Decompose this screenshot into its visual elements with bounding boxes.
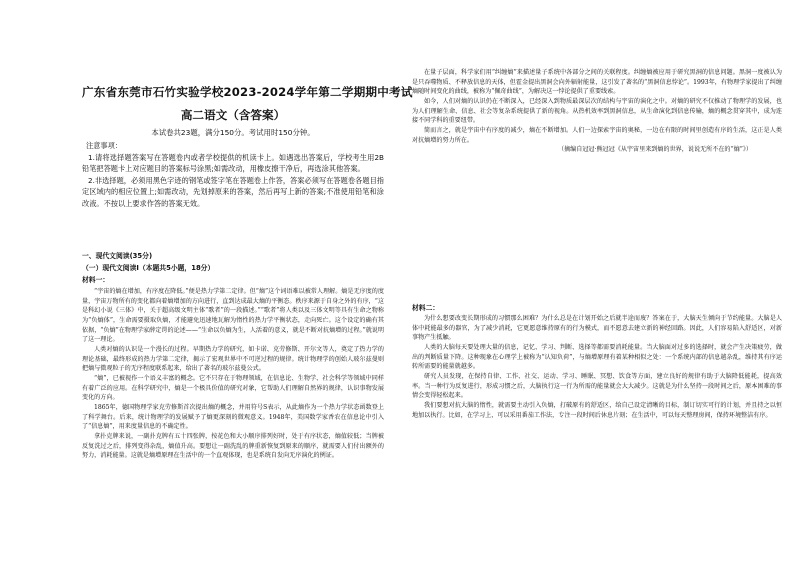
material-1-label: 材料一：	[82, 276, 110, 284]
left-paragraph: 拿扑克牌来说，一副扑克牌有五十四张牌，按花色和大小顺序排列好时，处于有序状态，熵值较低；当牌被反复洗过之后，排列变得杂乱，熵值升高。要想让一副洗乱的牌重新恢复到原来的顺序，就需要人们付出额外的努力，消耗能量。这就是熵增原理在生活中的一个直观体现，也是系统自发向无序演化的例证。	[82, 432, 384, 460]
left-paragraph: 人类对熵的认识是一个漫长的过程。早期热力学的研究，如卡诺、克劳修斯、开尔文等人，奠定了热力学的理论基础，最终形成的热力学第二定律，揭示了宏观世界中不可逆过程的规律。统计物理学的创始人玻尔兹曼则把熵与微观粒子的无序程度联系起来，给出了著名的玻尔兹曼公式。	[82, 345, 384, 373]
exam-subtitle: 高二语文（含答案）	[180, 108, 286, 122]
exam-meta: 本试卷共23题，满分150分。考试用时150分钟。	[151, 128, 315, 137]
right-paragraph: 我们要想对抗大脑的惰性，就需要主动引入负熵，打破原有的舒适区，给自己设定清晰的目标，制订切实可行的计划，并且持之以恒地加以执行。比如，在学习上，可以采用番茄工作法，专注一段时间后休息片刻；在生活中，可以每天整理房间，保持环境整洁有序。	[412, 401, 782, 419]
right-paragraph: 为什么想要改变长期形成的习惯那么困难？为什么总是在计划开始之后就半途而废？答案在于，大脑天生倾向于节约能量。大脑是人体中耗能最多的器官，为了减少消耗，它更愿意维持原有的行为模式，而不愿意去建立新的神经回路。因此，人们容易陷入舒适区，对新事物产生抵触。	[412, 315, 782, 342]
right-paragraph: 研究人员发现，在保持自律、工作、社交、运动、学习、睡眠、冥想、饮食等方面，建立良好的规律有助于大脑降低能耗，提高效率。当一种行为反复进行，形成习惯之后，大脑执行这一行为所需的能量就会大大减少。这就是为什么坚持一段时间之后，原本困难的事情会变得轻松起来。	[412, 372, 782, 400]
right-article-2	[412, 314, 782, 558]
exam-notes	[82, 140, 384, 210]
material-2-label: 材料二：	[412, 304, 440, 312]
notes-item-2: 2.非选择题，必须用黑色字迹的钢笔或签字笔在答题卷上作答，答案必须写在答题卷各题目指定区域内的相应位置上;如需改动，先划掉原来的答案，然后再写上新的答案;不准使用铅笔和涂改液。不按以上要求作答的答案无效。	[82, 175, 384, 208]
right-paragraph: 简而言之，就是宇宙中有序度的减少，熵在不断增加。人们一边探索宇宙的奥秘，一边在有限的时间里创造有序的生活，这正是人类对抗熵增的努力所在。	[412, 126, 782, 144]
left-paragraph: “熵”，已被视作一个语义丰富的概念。它不只存在于物理领域，在信息论、生物学、社会科学等领域中同样有着广泛的应用。在科学研究中，熵是一个极具价值的研究对象，它帮助人们理解自然界的规律，认识事物发展变化的方向。	[82, 374, 384, 402]
right-paragraph: 人类的大脑每天要处理大量的信息，记忆、学习、判断、选择等都需要消耗能量。当大脑面对过多的选择时，就会产生决策疲劳，做出的判断质量下降。这种现象在心理学上被称为“认知负荷”，与熵增原理有着某种相似之处：一个系统内部的信息越杂乱，维持其有序运转所需要的能量就越多。	[412, 343, 782, 371]
left-paragraph: 1865年，德国物理学家克劳修斯首次提出熵的概念，并用符号S表示，从此熵作为一个热力学状态函数登上了科学舞台。后来，统计物理学的发展赋予了熵更深刻的微观意义。1948年，美国数学家香农在信息论中引入了“信息熵”，用来度量信息的不确定性。	[82, 403, 384, 431]
exam-title: 广东省东莞市石竹实验学校2023-2024学年第二学期期中考试	[82, 85, 413, 99]
right-paragraph: 如今，人们对熵的认识仍在不断深入，已经深入到物质最深层次的结构与宇宙的演化之中。对熵的研究不仅推动了物理学的发展，也为人们理解生命、信息、社会等复杂系统提供了新的视角。从热机效率到黑洞信息，从生命演化到信息传输，熵的概念贯穿其中，成为连接不同学科的重要纽带。	[412, 97, 782, 125]
left-paragraph: “宇宙的熵在增加，有序度在降低。”便是热力学第二定律。但“熵”这个词语难以被常人理解。熵是无序度的度量，宇宙万物所有的变化都向着熵增加的方向进行，直到达成最大熵的平衡态。秩序来源于自身之外的有序，“这是科幻小说《三体》中，关于超高级文明主体“歌者”的一段描述。”“歌者”将人类以及三体文明等具有生命之物称为“负熵体”，生命需要摄取负熵，才能避免迅速地瓦解为惰性的热力学平衡状态，走向死亡。这个设定的确有其依据，“负熵”在物理学家薛定谔的论述——“生命以负熵为生，人活着的意义，就是不断对抗熵增的过程。”就说明了这一理论。	[82, 288, 384, 344]
right-paragraph: 在量子层面，科学家们用“纠缠熵”来描述量子系统中各部分之间的关联程度。纠缠熵被应用于研究黑洞的信息问题。黑洞一度被认为是只吞噬物质、不释放信息的天体，但霍金提出黑洞会向外辐射能量，这引发了著名的“黑洞信息悖论”。1993年，有物理学家提出了纠缠熵随时间变化的曲线，被称为“佩奇曲线”，为解决这一悖论提供了重要线索。	[412, 69, 782, 96]
left-article	[82, 287, 384, 557]
notes-item-1: 1.请将选择题答案写在答题卷内或者学校提供的机读卡上。如遇选出答案后，学校考生用2B铅笔把答题卡上对应题目的答案标号涂黑;如需改动，用橡皮擦干净后，再选涂其他答案。	[82, 152, 384, 174]
article-source: （摘编自冠冠·熊冠冠《从宇宙里来到熵的世界，说说无所不在的“熵”》）	[557, 146, 752, 154]
section-heading: 一、现代文阅读(35分)	[82, 252, 153, 260]
right-article	[412, 68, 782, 296]
notes-heading: 注意事项：	[86, 141, 122, 150]
subsection-heading: （一）现代文阅读Ⅰ（本题共5小题，18分）	[82, 264, 215, 272]
